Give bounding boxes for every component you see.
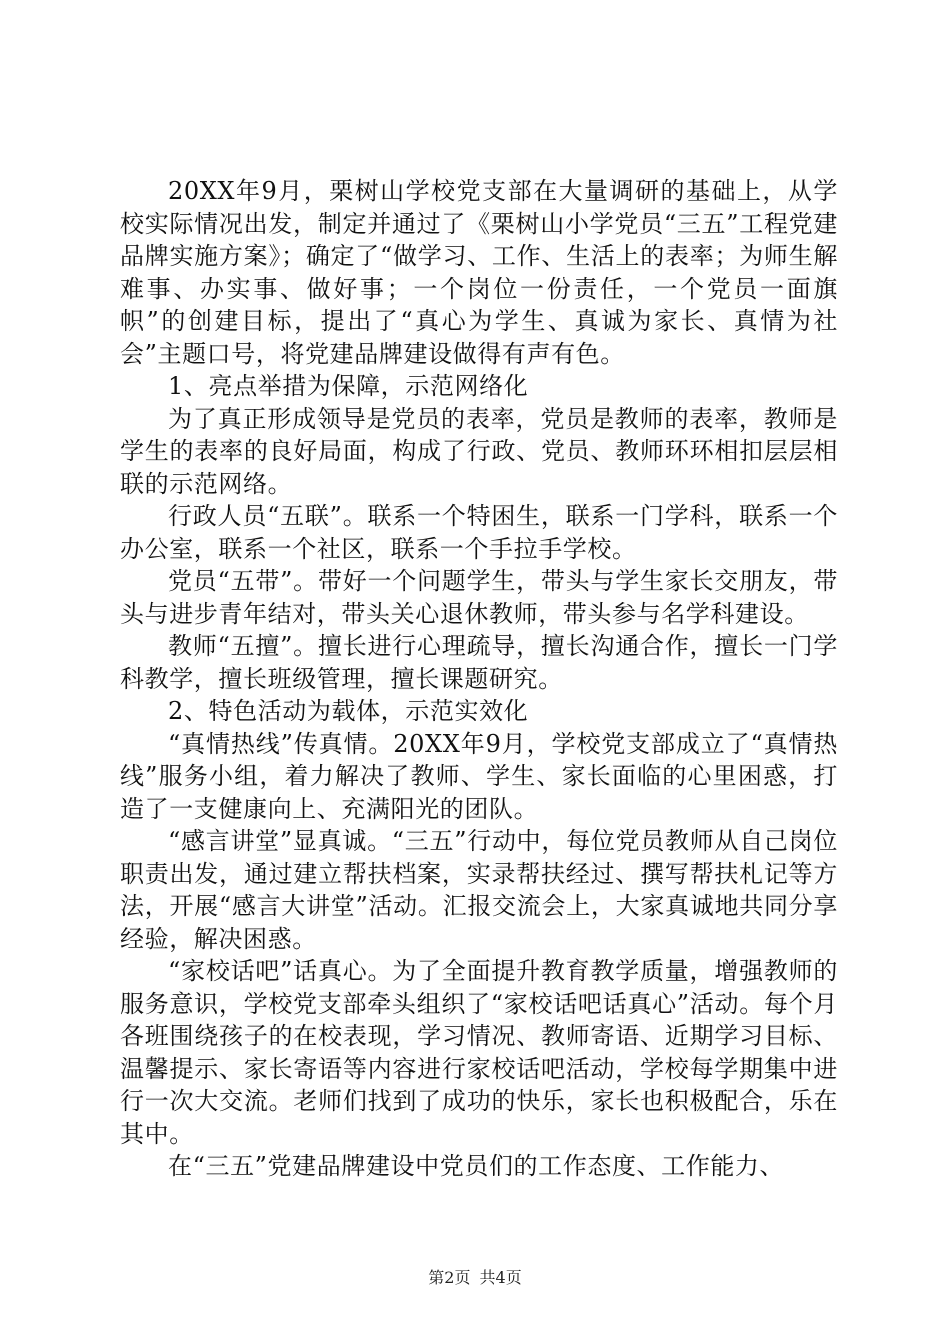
paragraph-admin-five-links: 行政人员“五联”。联系一个特困生，联系一门学科，联系一个办公室，联系一个社区，联系一个手拉手学校。 (120, 502, 838, 563)
section-heading-2: 2、特色活动为载体，示范实效化 (168, 697, 529, 725)
page-footer (0, 1268, 950, 1288)
paragraph-home-school-talk: “家校话吧”话真心。为了全面提升教育教学质量，增强教师的服务意识，学校党支部牵头组织了“家校话吧话真心”活动。每个月各班围绕孩子的在校表现，学习情况、教师寄语、近期学习目标、温馨提示、家长寄语等内容进行家校话吧活动，学校每学期集中进行一次大交流。老师们找到了成功的快乐，家长也积极配合，乐在其中。 (120, 957, 838, 1148)
paragraph-lecture-hall: “感言讲堂”显真诚。“三五”行动中，每位党员教师从自己岗位职责出发，通过建立帮扶档案，实录帮扶经过、撰写帮扶札记等方法，开展“感言大讲堂”活动。汇报交流会上，大家真诚地共同分享经验，解决困惑。 (120, 827, 838, 953)
paragraph-teacher-five-skills: 教师“五擅”。擅长进行心理疏导，擅长沟通合作，擅长一门学科教学，擅长班级管理，擅长课题研究。 (120, 632, 838, 693)
page-number: 第2页 (428, 1268, 471, 1287)
paragraph-closing-fragment: 在“三五”党建品牌建设中党员们的工作态度、工作能力、 (168, 1152, 785, 1180)
document-body (120, 175, 838, 1183)
section-heading-1: 1、亮点举措为保障，示范网络化 (168, 372, 529, 400)
paragraph-hotline: “真情热线”传真情。20XX年9月，学校党支部成立了“真情热线”服务小组，着力解决了教师、学生、家长面临的心里困惑，打造了一支健康向上、充满阳光的团队。 (120, 729, 838, 823)
paragraph-demo-network: 为了真正形成领导是党员的表率，党员是教师的表率，教师是学生的表率的良好局面，构成了行政、党员、教师环环相扣层层相联的示范网络。 (120, 404, 838, 498)
paragraph-party-five-leads: 党员“五带”。带好一个问题学生，带头与学生家长交朋友，带头与进步青年结对，带头关心退休教师，带头参与名学科建设。 (120, 567, 838, 628)
page-total: 共4页 (479, 1268, 522, 1287)
paragraph-intro: 20XX年9月，栗树山学校党支部在大量调研的基础上，从学校实际情况出发，制定并通过了《栗树山小学党员“三五”工程党建品牌实施方案》；确定了“做学习、工作、生活上的表率；为师生解难事、办实事、做好事；一个岗位一份责任，一个党员一面旗帜”的创建目标，提出了“真心为学生、真诚为家长、真情为社会”主题口号，将党建品牌建设做得有声有色。 (120, 177, 838, 368)
